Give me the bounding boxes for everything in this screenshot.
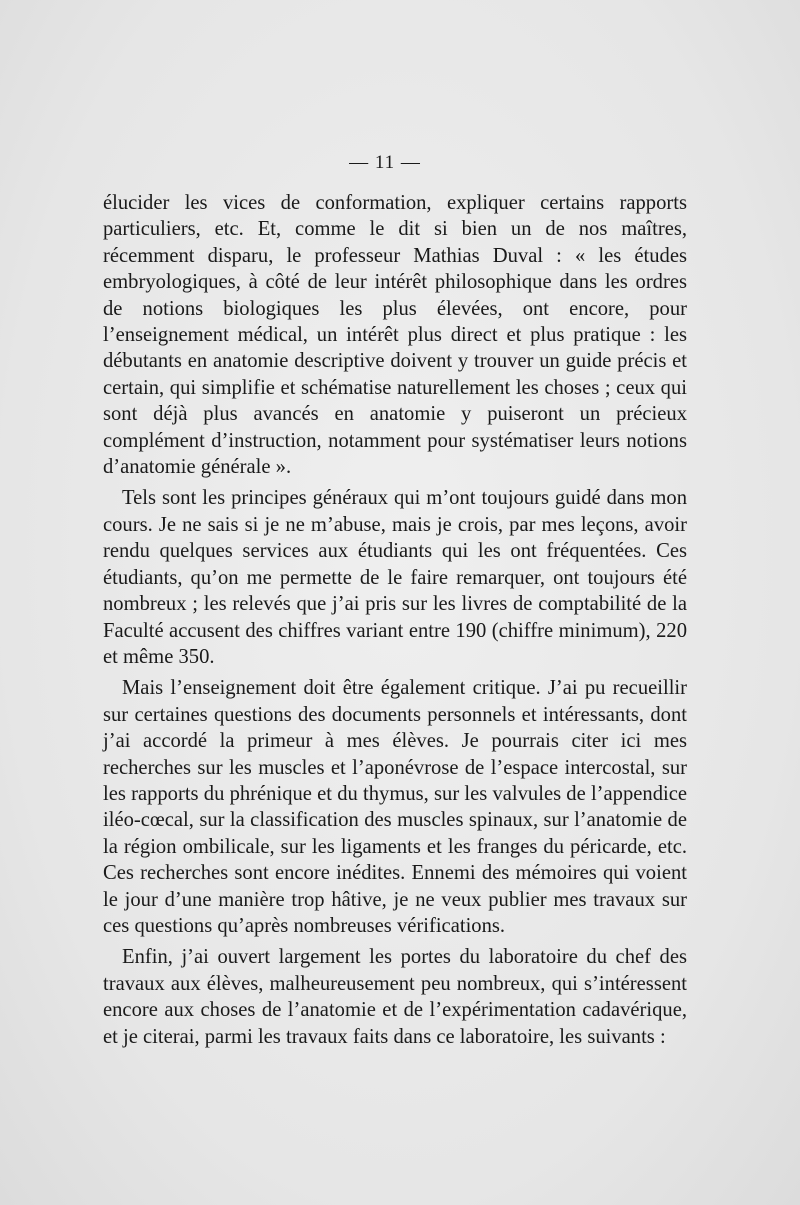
paragraph-3: Mais l’enseignement doit être également critique. J’ai pu recueillir sur certaines questions des documents personnels et intéressants, dont j’ai accordé la primeur à mes élèves. Je pourrais citer ici mes recherches sur les muscles et l’aponévrose de l’espace intercostal, sur les rapports du phrénique et du thymus, sur les valvules de l’appendice iléo-cœcal, sur la classification des muscles spinaux, sur l’anatomie de la région ombilicale, sur les ligaments et les franges du péricarde, etc. Ces recherches sont encore inédites. Ennemi des mémoires qui voient le jour d’une manière trop hâtive, je ne veux publier mes travaux sur ces questions qu’après nombreuses vérifications. [103,677,687,937]
body-text [103,190,687,1050]
page-number: — 11 — [349,152,421,173]
paragraph-4: Enfin, j’ai ouvert largement les portes du laboratoire du chef des travaux aux élèves, malheureusement peu nombreux, qui s’intéressent encore aux choses de l’anatomie et de l’expérimentation cadavérique, et je citerai, parmi les travaux faits dans ce laboratoire, les suivants : [103,946,687,1048]
paragraph-2: Tels sont les principes généraux qui m’ont toujours guidé dans mon cours. Je ne sais si je ne m’abuse, mais je crois, par mes leçons, avoir rendu quelques services aux étudiants qui les ont fréquentées. Ces étudiants, qu’on me permette de le faire remarquer, ont toujours été nombreux ; les relevés que j’ai pris sur les livres de comptabilité de la Faculté accusent des chiffres variant entre 190 (chiffre minimum), 220 et même 350. [103,487,687,668]
paragraph-1: élucider les vices de conformation, expliquer certains rapports particuliers, etc. Et, comme le dit si bien un de nos maîtres, récemment disparu, le professeur Mathias Duval : « les études embryologiques, à côté de leur intérêt philosophique dans les ordres de notions biologiques les plus élevées, ont encore, pour l’enseignement médical, un intérêt plus direct et plus pratique : les débutants en anatomie descriptive doivent y trouver un guide précis et certain, qui simplifie et schématise naturellement les choses ; ceux qui sont déjà plus avancés en anatomie y puiseront un précieux complément d’instruction, notamment pour systématiser leurs notions d’anatomie générale ». [103,192,687,479]
